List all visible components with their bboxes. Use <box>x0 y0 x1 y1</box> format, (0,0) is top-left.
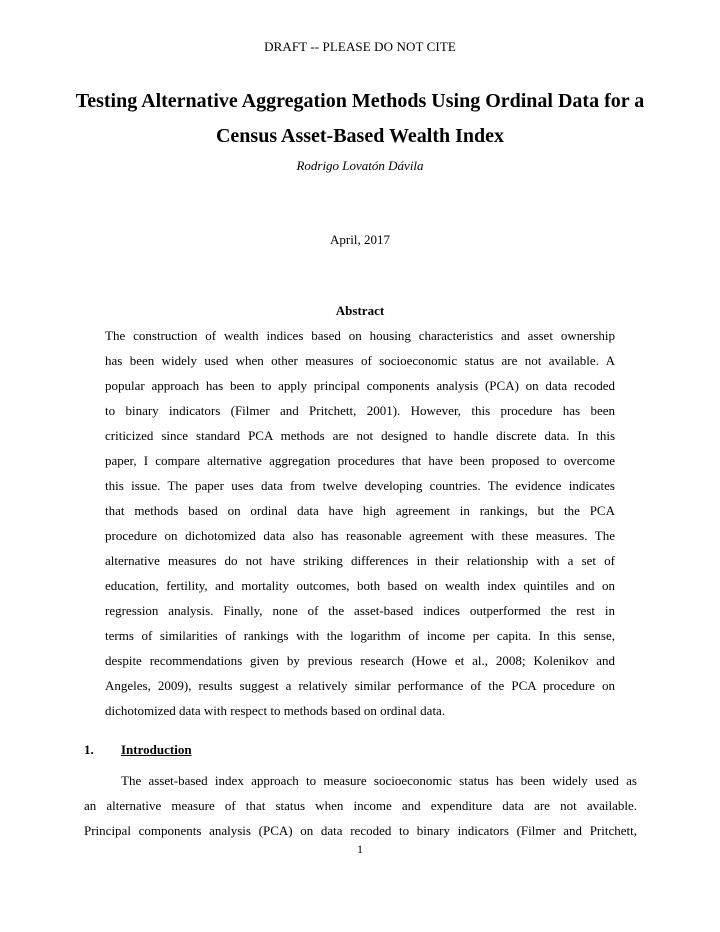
abstract-line: that methods based on ordinal data have high agreement in rankings, but the PCA <box>105 503 615 518</box>
abstract-line: paper, I compare alternative aggregation procedures that have been proposed to overcome <box>105 453 615 468</box>
abstract-line: procedure on dichotomized data also has reasonable agreement with these measures. The <box>105 528 615 543</box>
paper-title-line-1: Testing Alternative Aggregation Methods Using Ordinal Data for a <box>75 90 645 112</box>
author-name: Rodrigo Lovatón Dávila <box>296 158 424 173</box>
abstract-line: terms of similarities of rankings with the logarithm of income per capita. In this sense, <box>105 628 615 643</box>
abstract-line: education, fertility, and mortality outcomes, both based on wealth index quintiles and on <box>105 578 615 593</box>
abstract-line: popular approach has been to apply principal components analysis (PCA) on data recoded <box>105 378 615 393</box>
abstract-line: dichotomized data with respect to methods based on ordinal data. <box>105 703 446 718</box>
section-title: Introduction <box>121 742 192 757</box>
page-number: 1 <box>357 842 363 856</box>
body-line: Principal components analysis (PCA) on data recoded to binary indicators (Filmer and Pritchett, <box>84 823 637 838</box>
abstract-line: to binary indicators (Filmer and Pritchett, 2001). However, this procedure has been <box>105 403 615 418</box>
publication-date: April, 2017 <box>330 232 390 247</box>
abstract-line: Angeles, 2009), results suggest a relatively similar performance of the PCA procedure on <box>105 678 615 693</box>
abstract-line: has been widely used when other measures of socioeconomic status are not available. A <box>105 353 615 368</box>
body-line: an alternative measure of that status when income and expenditure data are not available. <box>84 798 637 813</box>
abstract-line: criticized since standard PCA methods are not designed to handle discrete data. In this <box>105 428 615 443</box>
paper-title-line-2: Census Asset-Based Wealth Index <box>215 125 505 147</box>
abstract-line: alternative measures do not have striking differences in their relationship with a set of <box>105 553 615 568</box>
abstract-line: The construction of wealth indices based on housing characteristics and asset ownership <box>105 328 615 343</box>
abstract-line: despite recommendations given by previous research (Howe et al., 2008; Kolenikov and <box>105 653 615 668</box>
abstract-heading: Abstract <box>335 303 385 318</box>
abstract-line: this issue. The paper uses data from twelve developing countries. The evidence indicates <box>105 478 615 493</box>
section-number: 1. <box>84 742 94 757</box>
abstract-line: regression analysis. Finally, none of the asset-based indices outperformed the rest in <box>105 603 615 618</box>
body-line: The asset-based index approach to measure socioeconomic status has been widely used as <box>121 773 637 788</box>
draft-notice: DRAFT -- PLEASE DO NOT CITE <box>264 39 456 54</box>
